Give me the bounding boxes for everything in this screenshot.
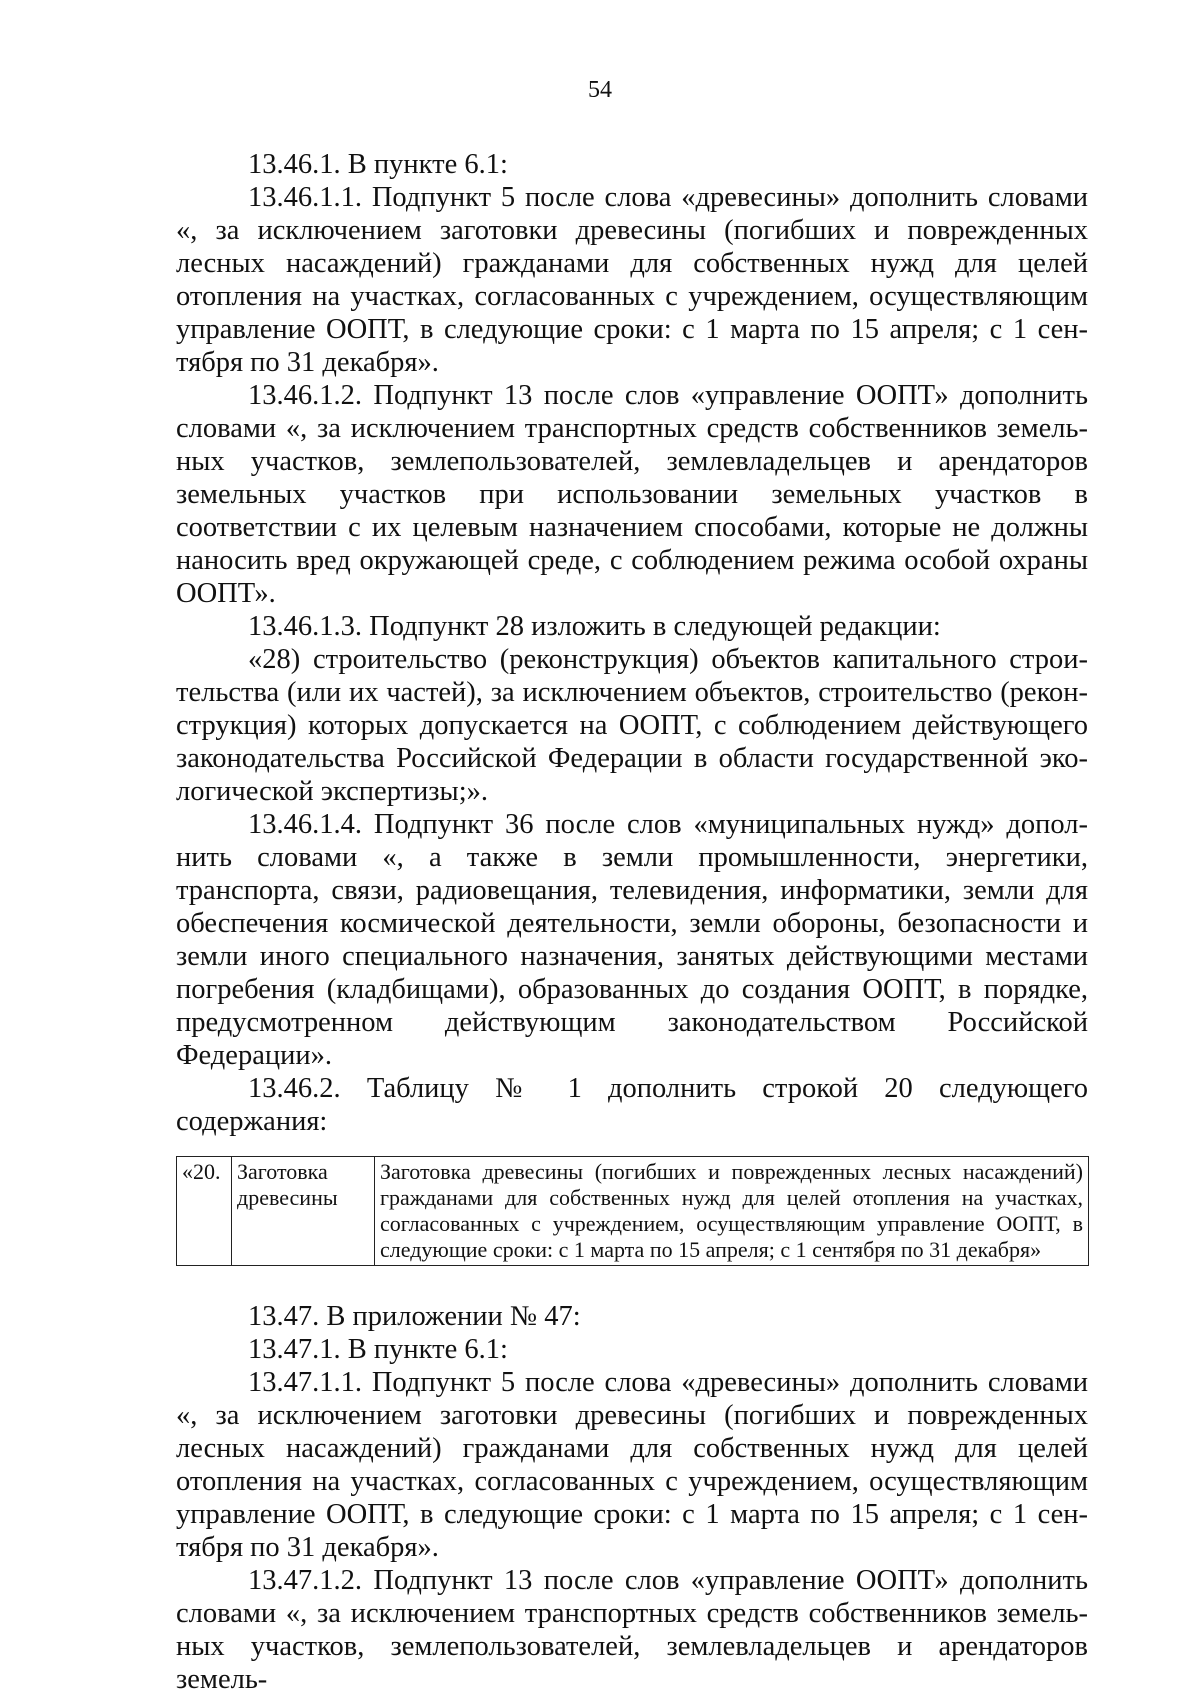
paragraph-13-46-1-1: 13.46.1.1. Подпункт 5 после слова «древесины» дополнить словами «, за исключением заготовки древесины (погибших и поврежденных лесных насаждений) гражданами для собственных нужд для целей отопления на участках, согласованных с учреждением, осуществляющим управление ООПТ, в следующие сроки: с 1 марта по 15 апреля; с 1 сентября по 31 декабря». <box>176 182 1088 378</box>
paragraph-13-47-1-1: 13.47.1.1. Подпункт 5 после слова «древесины» дополнить словами «, за исключением заготовки древесины (погибших и поврежденных лесных насаждений) гражданами для собственных нужд для целей отопления на участках, согласованных с учреждением, осуществляющим управление ООПТ, в следующие сроки: с 1 марта по 15 апреля; с 1 сентября по 31 декабря». <box>176 1367 1088 1563</box>
paragraph-13-46-1-3: 13.46.1.3. Подпункт 28 изложить в следующей редакции: <box>248 611 941 642</box>
spacer <box>176 1266 1088 1300</box>
document-body <box>176 148 1088 1696</box>
amendment-table <box>176 1156 1089 1266</box>
paragraph-13-47: 13.47. В приложении № 47: <box>248 1301 581 1332</box>
paragraph-13-46-1-2: 13.46.1.2. Подпункт 13 после слов «управление ООПТ» дополнить словами «, за исключением транспортных средств собственников земельных участков, землепользователей, землевладельцев и арендаторов земельных участков при использовании земельных участков в соответствии с их целевым назначением способами, которые не должны наносить вред окружающей среде, с соблюдением режима особой охраны ООПТ». <box>176 380 1088 609</box>
table-cell-number: «20. <box>177 1157 232 1266</box>
table-row <box>177 1157 1089 1266</box>
paragraph-13-47-1-2: 13.47.1.2. Подпункт 13 после слов «управление ООПТ» дополнить словами «, за исключением транспортных средств собственников земельных участков, землепользователей, землевладельцев и арендаторов земель- <box>176 1565 1088 1695</box>
paragraph-13-46-1: 13.46.1. В пункте 6.1: <box>248 149 508 180</box>
table-cell-name: Заготовка древесины <box>232 1157 375 1266</box>
paragraph-13-46-1-4: 13.46.1.4. Подпункт 36 после слов «муниципальных нужд» дополнить словами «, а также в земли промышленности, энергетики, транспорта, связи, радиовещания, телевидения, информатики, земли для обеспечения космической деятельности, земли обороны, безопасности и земли иного специального назначения, занятых действующими местами погребения (кладбищами), образованных до создания ООПТ, в порядке, предусмотренном действующим законодательством Российской Федерации». <box>176 809 1088 1071</box>
table-cell-description: Заготовка древесины (погибших и поврежденных лесных насаждений) гражданами для собственных нужд для целей отопления на участках, согласованных с учреждением, осуществляющим управление ООПТ, в следующие сроки: с 1 марта по 15 апреля; с 1 сентября по 31 декабря» <box>375 1157 1089 1266</box>
page-number: 54 <box>588 77 612 103</box>
paragraph-13-46-2: 13.46.2. Таблицу № 1 дополнить строкой 20 следующего содержания: <box>176 1073 1088 1137</box>
table-container <box>176 1156 1088 1266</box>
paragraph-subitem-28: «28) строительство (реконструкция) объектов капитального строительства (или их частей), за исключением объектов, строительство (реконструкция) которых допускается на ООПТ, с соблюдением действующего законодательства Российской Федерации в области государственной экологической экспертизы;». <box>176 644 1088 807</box>
paragraph-13-47-1: 13.47.1. В пункте 6.1: <box>248 1334 508 1365</box>
